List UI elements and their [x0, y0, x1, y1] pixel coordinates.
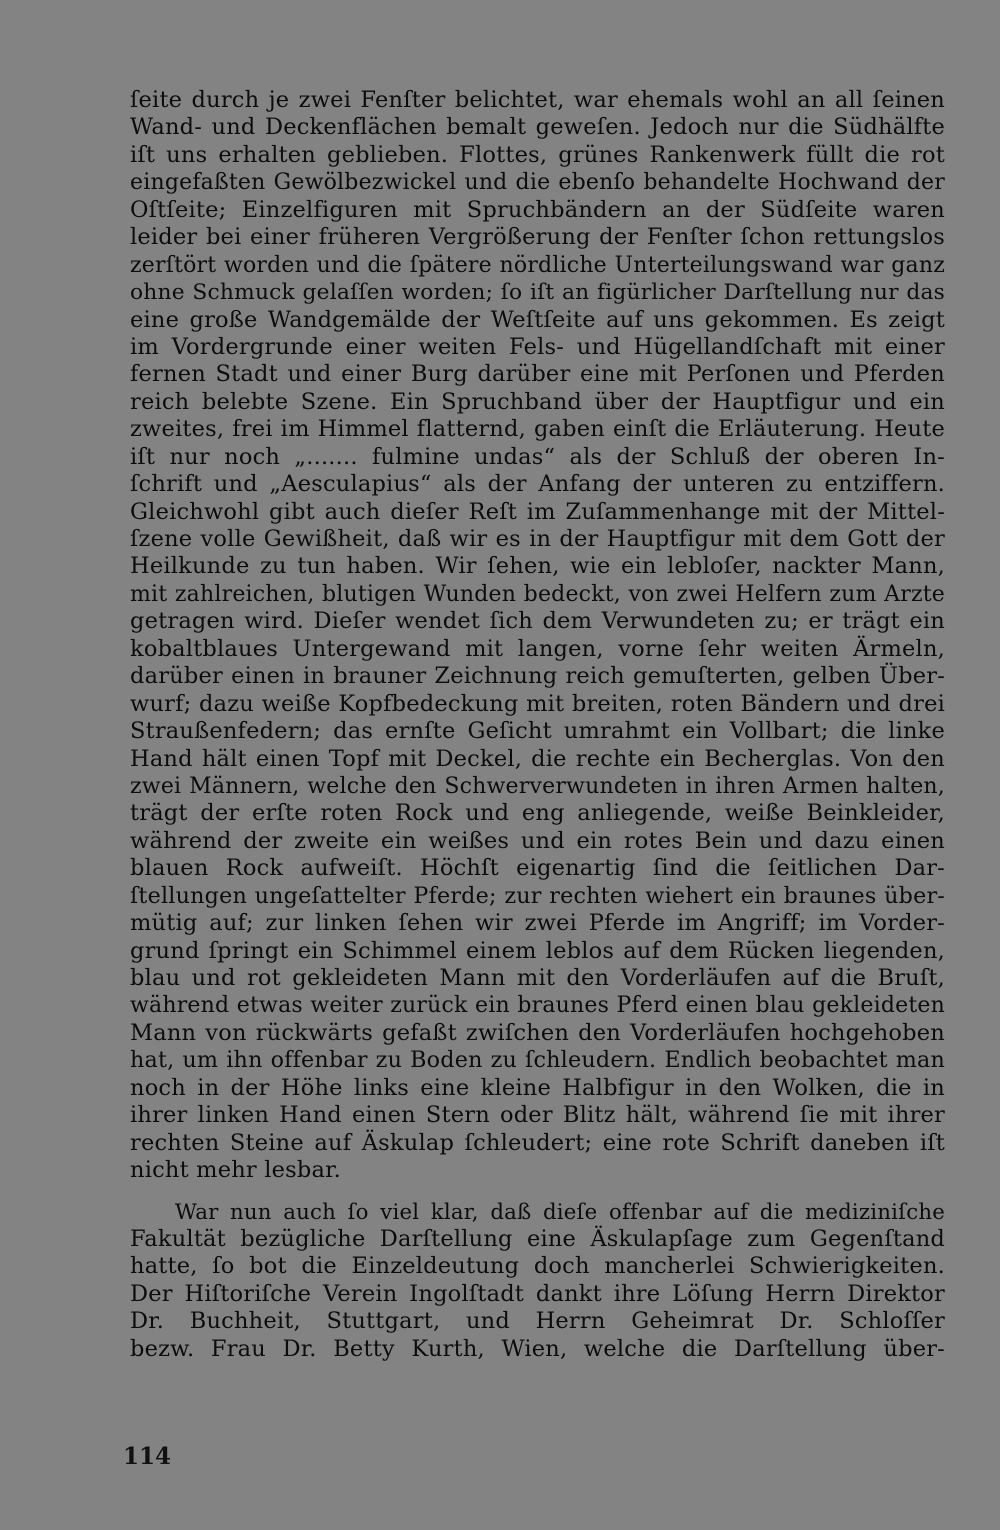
- text-line: zwei Männern, welche den Schwerverwundeten in ihren Armen halten,: [130, 773, 945, 799]
- text-line: wurf; dazu weiße Kopfbedeckung mit breiten, roten Bändern und drei: [130, 690, 945, 717]
- text-line: grund ſpringt ein Schimmel einem leblos auf dem Rücken liegenden,: [130, 937, 945, 964]
- text-line: eingefaßten Gewölbezwickel und die ebenſo behandelte Hochwand der: [130, 170, 945, 196]
- text-line: mit zahlreichen, blutigen Wunden bedeckt, von zwei Helfern zum Arzte: [130, 581, 945, 607]
- text-line: Dr. Buchheit, Stuttgart, und Herrn Geheimrat Dr. Schloſſer: [130, 1308, 945, 1335]
- text-line: War nun auch ſo viel klar, daß dieſe offenbar auf die mediziniſche: [175, 1199, 945, 1225]
- text-line: ſeite durch je zwei Fenſter belichtet, war ehemals wohl an all ſeinen: [130, 87, 945, 113]
- text-line: Oſtſeite; Einzelfiguren mit Spruchbändern an der Südſeite waren: [130, 196, 945, 223]
- text-line: hat, um ihn offenbar zu Boden zu ſchleudern. Endlich beobachtet man: [130, 1047, 945, 1074]
- text-line: reich belebte Szene. Ein Spruchband über der Hauptfigur und ein: [130, 388, 945, 415]
- text-line: blauen Rock aufweiſt. Höchſt eigenartig ſind die ſeitlichen Dar-: [130, 855, 945, 882]
- text-line: rechten Steine auf Äskulap ſchleudert; eine rote Schrift daneben iſt: [130, 1129, 945, 1156]
- text-line: zweites, frei im Himmel flatternd, gaben einſt die Erläuterung. Heute: [130, 416, 945, 443]
- text-line: bezw. Frau Dr. Betty Kurth, Wien, welche die Darſtellung über-: [130, 1335, 945, 1362]
- text-line: ohne Schmuck gelaſſen worden; ſo iſt an figürlicher Darſtellung nur das: [130, 280, 945, 306]
- text-line: im Vordergrunde einer weiten Fels- und Hügellandſchaft mit einer: [130, 333, 945, 360]
- text-line: Der Hiſtoriſche Verein Ingolſtadt dankt ihre Löſung Herrn Direktor: [130, 1280, 945, 1307]
- text-line: zerſtört worden und die ſpätere nördliche Unterteilungswand war ganz: [130, 252, 945, 278]
- text-line: mütig auf; zur linken ſehen wir zwei Pferde im Angriff; im Vorder-: [130, 910, 945, 937]
- text-line: Mann von rückwärts gefaßt zwiſchen den Vorderläufen hochgehoben: [130, 1019, 945, 1046]
- text-line: Fakultät bezügliche Darſtellung eine Äskulapſage zum Gegenſtand: [130, 1225, 945, 1252]
- paragraph-1: [130, 87, 945, 1185]
- text-line: iſt uns erhalten geblieben. Flottes, grünes Rankenwerk füllt die rot: [130, 141, 945, 168]
- text-line: Gleichwohl gibt auch dieſer Reſt im Zuſammenhange mit der Mittel-: [130, 498, 945, 525]
- text-line: getragen wird. Dieſer wendet ſich dem Verwundeten zu; er trägt ein: [130, 608, 945, 635]
- text-line: Straußenfedern; das ernſte Geſicht umrahmt ein Vollbart; die linke: [130, 718, 945, 745]
- text-line: iſt nur noch „....... fulmine undas“ als der Schluß der oberen In-: [130, 443, 945, 470]
- text-line: Heilkunde zu tun haben. Wir ſehen, wie ein lebloſer, nackter Mann,: [130, 553, 945, 580]
- page-number: 114: [123, 1443, 172, 1470]
- text-line: trägt der erſte roten Rock und eng anliegende, weiße Beinkleider,: [130, 800, 945, 827]
- text-line: kobaltblaues Untergewand mit langen, vorne ſehr weiten Ärmeln,: [130, 635, 945, 662]
- text-line: ſtellungen ungeſattelter Pferde; zur rechten wiehert ein braunes über-: [130, 882, 945, 909]
- text-line: nicht mehr lesbar.: [130, 1157, 341, 1184]
- text-line: fernen Stadt und einer Burg darüber eine mit Perſonen und Pferden: [130, 361, 945, 388]
- text-line: während der zweite ein weißes und ein rotes Bein und dazu einen: [130, 827, 945, 854]
- text-line: noch in der Höhe links eine kleine Halbfigur in den Wolken, die in: [130, 1074, 945, 1101]
- text-line: während etwas weiter zurück ein braunes Pferd einen blau gekleideten: [130, 993, 945, 1019]
- text-line: blau und rot gekleideten Mann mit den Vorderläufen auf die Bruſt,: [130, 965, 945, 991]
- text-line: Hand hält einen Topf mit Deckel, die rechte ein Becherglas. Von den: [130, 745, 945, 772]
- text-line: ſzene volle Gewißheit, daß wir es in der Hauptfigur mit dem Gott der: [130, 526, 945, 552]
- paragraph-2: [130, 1199, 945, 1364]
- text-line: hatte, ſo bot die Einzeldeutung doch mancherlei Schwierigkeiten.: [130, 1253, 945, 1280]
- text-line: ihrer linken Hand einen Stern oder Blitz hält, während ſie mit ihrer: [130, 1102, 945, 1129]
- text-line: darüber einen in brauner Zeichnung reich gemuſterten, gelben Über-: [130, 663, 945, 690]
- page-text-block: [130, 87, 945, 1363]
- text-line: ſchrift und „Aesculapius“ als der Anfang der unteren zu entziffern.: [130, 471, 945, 498]
- text-line: Wand- und Deckenflächen bemalt geweſen. Jedoch nur die Südhälfte: [130, 114, 945, 141]
- text-line: eine große Wandgemälde der Weſtſeite auf uns gekommen. Es zeigt: [130, 306, 945, 333]
- text-line: leider bei einer früheren Vergrößerung der Fenſter ſchon rettungslos: [130, 224, 945, 251]
